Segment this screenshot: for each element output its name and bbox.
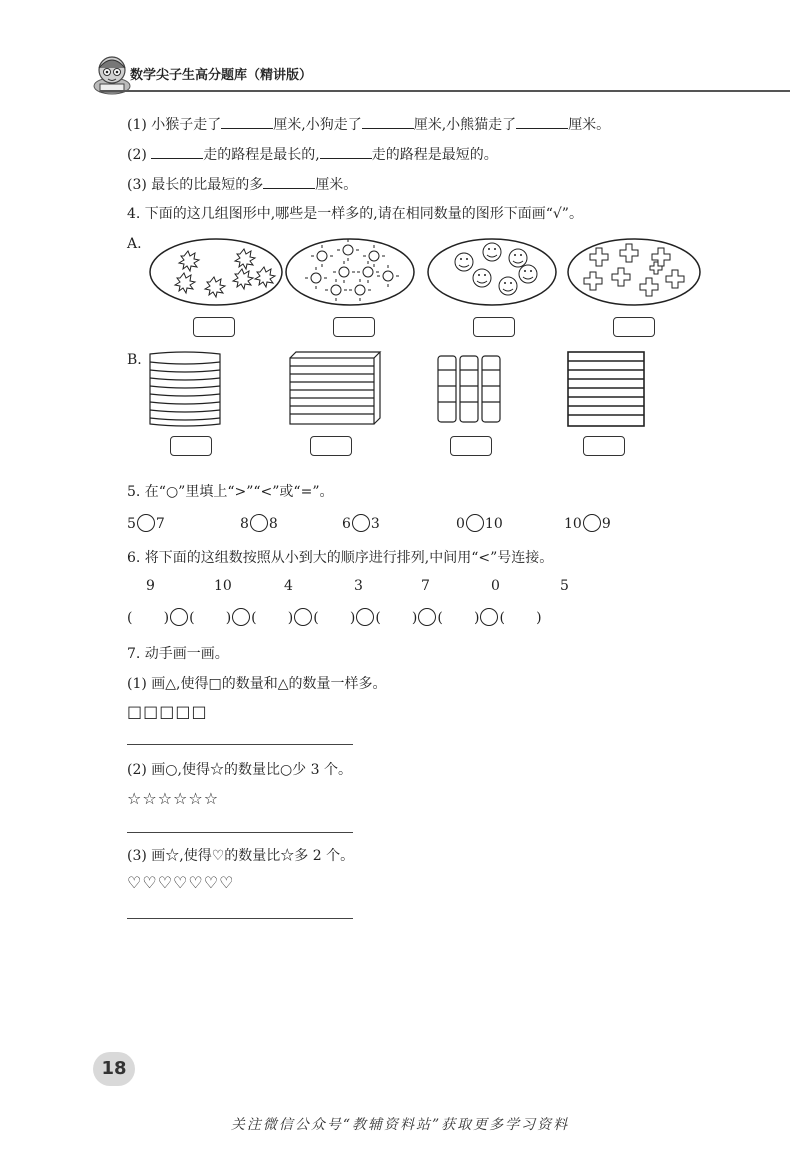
q3-part1-text-a: (1) 小猴子走了	[127, 117, 222, 133]
answer-box-b2[interactable]	[310, 436, 352, 456]
answer-blank[interactable]	[221, 114, 273, 129]
paren-slot[interactable]: ( )	[127, 610, 170, 626]
q5-heading: 5. 在“○”里填上“>”“<”或“=”。	[127, 484, 334, 500]
ordering-circle[interactable]	[418, 608, 436, 626]
compare-circle[interactable]	[583, 514, 601, 532]
q3-part2	[127, 144, 498, 165]
q6-ordering-row	[127, 608, 542, 626]
oval-smileys	[428, 239, 556, 305]
compare-left: 8	[240, 516, 249, 532]
answer-blank[interactable]	[151, 144, 203, 159]
q7-part3: (3) 画☆,使得♡的数量比☆多 2 个。	[127, 848, 355, 864]
compare-item	[240, 514, 278, 532]
answer-box-a3[interactable]	[473, 317, 515, 337]
answer-blank[interactable]	[516, 114, 568, 129]
header-rule	[100, 90, 790, 92]
q7-part1: (1) 画△,使得□的数量和△的数量一样多。	[127, 676, 387, 692]
q4-heading: 4. 下面的这几组图形中,哪些是一样多的,请在相同数量的图形下面画“√”。	[127, 206, 583, 222]
answer-blank[interactable]	[320, 144, 372, 159]
answer-box-b4[interactable]	[583, 436, 625, 456]
compare-left: 5	[127, 516, 136, 532]
compare-item	[456, 514, 503, 532]
q4-group-b-figures	[140, 350, 660, 430]
paren-slot[interactable]: ( )	[375, 610, 418, 626]
q3-part2-text-b: 走的路程是最长的,	[203, 147, 320, 163]
answer-blank[interactable]	[362, 114, 414, 129]
q7-part2-stars: ☆☆☆☆☆☆	[127, 789, 220, 808]
q3-part3	[127, 174, 357, 195]
compare-item	[342, 514, 380, 532]
page-number: 18	[93, 1052, 135, 1086]
compare-left: 0	[456, 516, 465, 532]
compare-circle[interactable]	[352, 514, 370, 532]
oval-crosses	[568, 239, 700, 305]
paren-slot[interactable]: ( )	[313, 610, 356, 626]
answer-blank[interactable]	[263, 174, 315, 189]
ordering-circle[interactable]	[170, 608, 188, 626]
q3-part2-text-a: (2)	[127, 147, 152, 163]
q6-number: 9	[146, 578, 155, 594]
compare-circle[interactable]	[137, 514, 155, 532]
cylinder-stack	[150, 352, 220, 426]
q7-part2: (2) 画○,使得☆的数量比○少 3 个。	[127, 762, 352, 778]
compare-right: 8	[268, 516, 278, 532]
board-stack	[290, 352, 380, 424]
compare-circle[interactable]	[250, 514, 268, 532]
q7-part1-squares: □□□□□	[127, 702, 208, 721]
drawing-line-2[interactable]	[127, 832, 353, 833]
q6-number: 3	[354, 578, 363, 594]
q4-label-a: A.	[127, 236, 142, 252]
answer-box-a1[interactable]	[193, 317, 235, 337]
q7-part3-hearts: ♡♡♡♡♡♡♡	[127, 873, 235, 892]
q6-number: 4	[284, 578, 293, 594]
compare-left: 10	[564, 516, 582, 532]
ordering-circle[interactable]	[480, 608, 498, 626]
q3-part3-text-a: (3) 最长的比最短的多	[127, 177, 264, 193]
answer-box-a2[interactable]	[333, 317, 375, 337]
answer-box-a4[interactable]	[613, 317, 655, 337]
q4-group-a-figures	[140, 234, 710, 310]
compare-right: 9	[601, 516, 611, 532]
q3-part1-text-d: 厘米。	[568, 117, 611, 133]
paren-slot[interactable]: ( )	[437, 610, 480, 626]
compare-circle[interactable]	[466, 514, 484, 532]
q7-heading: 7. 动手画一画。	[127, 646, 229, 662]
q3-part1-text-b: 厘米,小狗走了	[273, 117, 362, 133]
oval-suns	[286, 239, 414, 305]
header-title: 数学尖子生高分题库（精讲版）	[130, 68, 313, 83]
q6-number: 10	[214, 578, 232, 594]
compare-right: 10	[484, 516, 503, 532]
q3-part3-text-b: 厘米。	[315, 177, 358, 193]
compare-left: 6	[342, 516, 351, 532]
q6-number: 5	[560, 578, 569, 594]
compare-item	[127, 514, 165, 532]
q4-label-b: B.	[127, 352, 142, 368]
ordering-circle[interactable]	[232, 608, 250, 626]
ordering-circle[interactable]	[356, 608, 374, 626]
answer-box-b3[interactable]	[450, 436, 492, 456]
oval-bursts	[150, 239, 282, 305]
paren-slot[interactable]: ( )	[189, 610, 232, 626]
paren-slot[interactable]: ( )	[499, 610, 542, 626]
page-header	[90, 52, 790, 102]
q6-number: 7	[421, 578, 430, 594]
q6-heading: 6. 将下面的这组数按照从小到大的顺序进行排列,中间用“<”号连接。	[127, 550, 554, 566]
compare-right: 7	[155, 516, 165, 532]
layered-block	[568, 352, 644, 426]
drawing-line-3[interactable]	[127, 918, 353, 919]
q3-part2-text-c: 走的路程是最短的。	[371, 147, 498, 163]
compare-right: 3	[370, 516, 380, 532]
drawing-line-1[interactable]	[127, 744, 353, 745]
q6-number: 0	[491, 578, 500, 594]
paren-slot[interactable]: ( )	[251, 610, 294, 626]
q3-part1	[127, 114, 610, 135]
three-columns	[438, 356, 500, 422]
footer-note: 关注微信公众号“教辅资料站”获取更多学习资料	[230, 1117, 570, 1133]
ordering-circle[interactable]	[294, 608, 312, 626]
compare-item	[564, 514, 611, 532]
q3-part1-text-c: 厘米,小熊猫走了	[413, 117, 517, 133]
answer-box-b1[interactable]	[170, 436, 212, 456]
